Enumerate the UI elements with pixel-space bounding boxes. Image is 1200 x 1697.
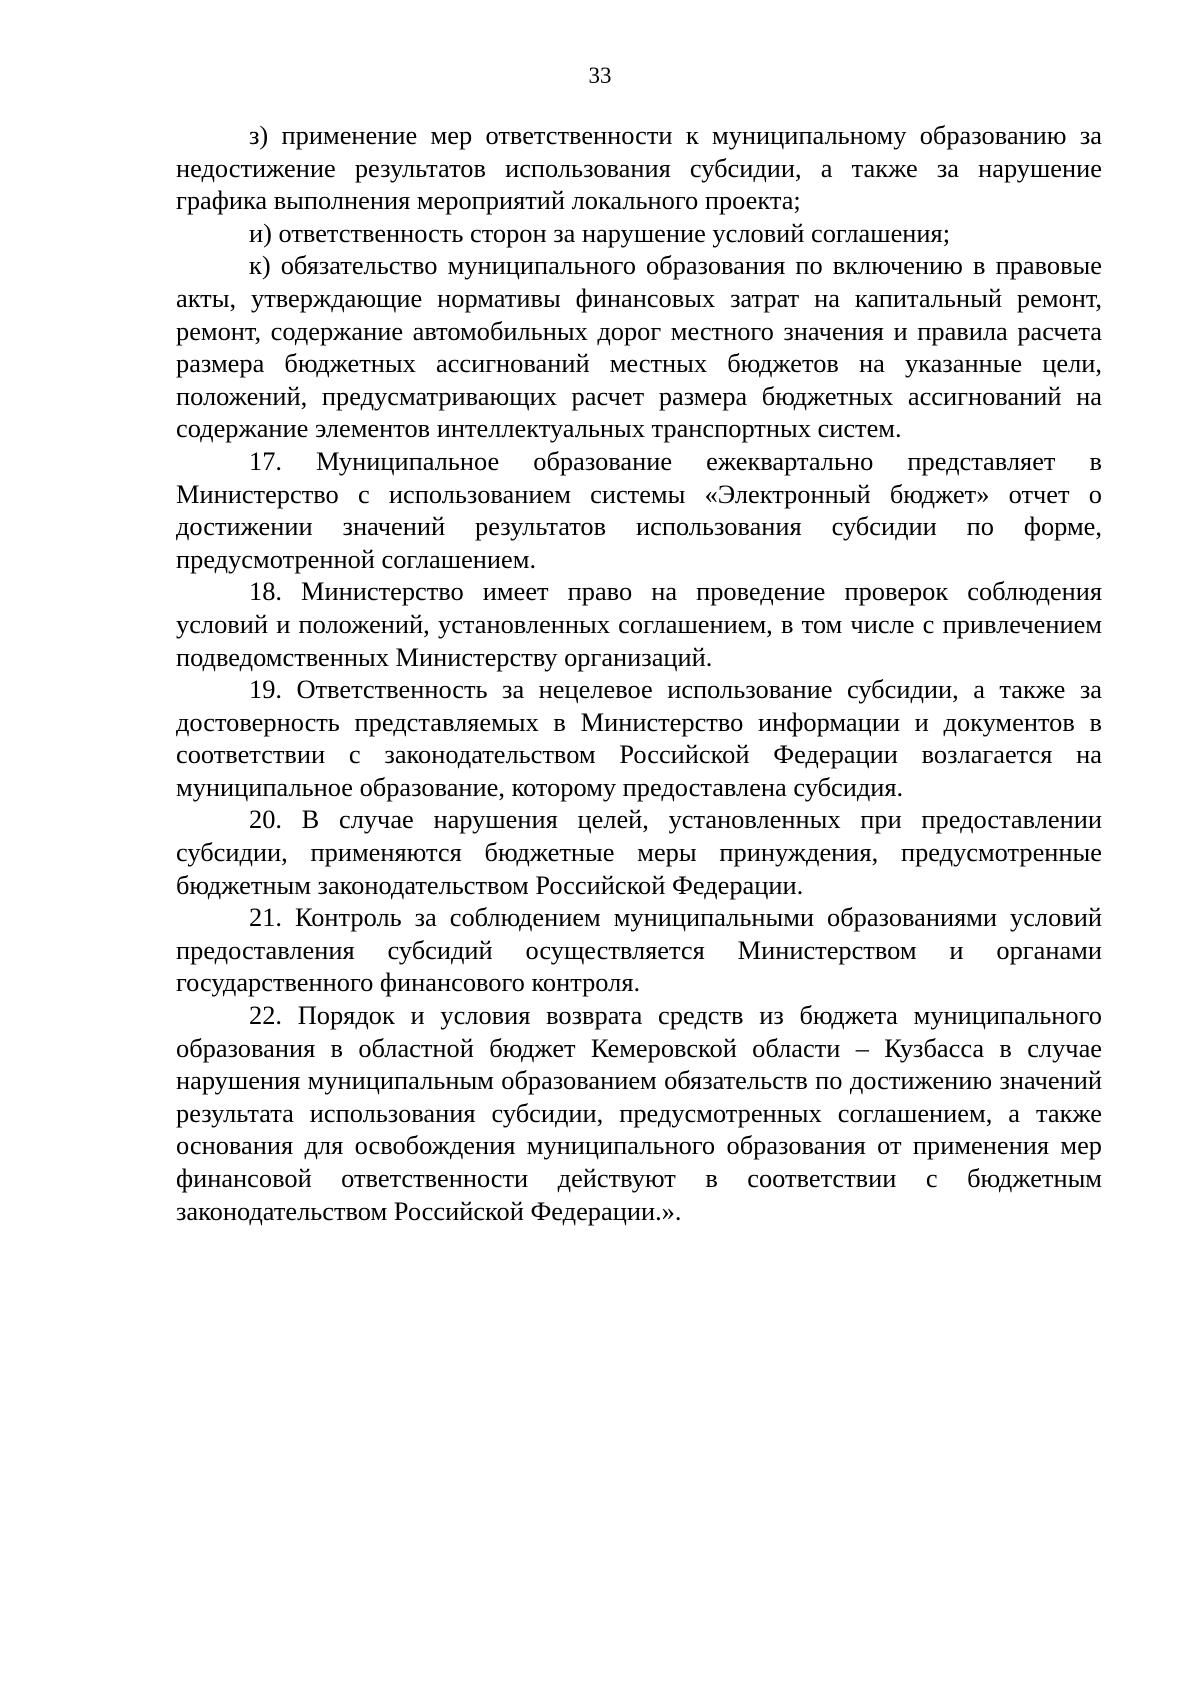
paragraph-18-inspections: 18. Министерство имеет право на проведение проверок соблюдения условий и положений, установленных соглашением, в том числе с привлечением подведомственных Министерству организаций. [176,576,1102,672]
paragraph-20-violation-measures: 20. В случае нарушения целей, установленных при предоставлении субсидии, применяются бюджетные меры принуждения, предусмотренные бюджетным законодательством Российской Федерации. [176,804,1102,900]
document-body [176,119,1102,1227]
paragraph-21-control: 21. Контроль за соблюдением муниципальными образованиями условий предоставления субсидий осуществляется Министерством и органами государственного финансового контроля. [176,902,1102,998]
page-number: 33 [588,63,612,88]
paragraph-i-parties-responsibility: и) ответственность сторон за нарушение условий соглашения; [249,217,951,248]
paragraph-17-quarterly-report: 17. Муниципальное образование ежеквартально представляет в Министерство с использованием системы «Электронный бюджет» отчет о достижении значений результатов использования субсидии по форме, предусмотренной соглашением. [176,445,1102,574]
paragraph-z-liability-measures: з) применение мер ответственности к муниципальному образованию за недостижение результатов использования субсидии, а также за нарушение графика выполнения мероприятий локального проекта; [176,120,1102,216]
paragraph-22-refund-procedure: 22. Порядок и условия возврата средств из бюджета муниципального образования в областной бюджет Кемеровской области – Кузбасса в случае нарушения муниципальным образованием обязательств по достижению значений результата использования субсидии, предусмотренных соглашением, а также основания для освобождения муниципального образования от применения мер финансовой ответственности действуют в соответствии с бюджетным законодательством Российской Федерации.». [176,1000,1102,1226]
paragraph-19-responsibility: 19. Ответственность за нецелевое использование субсидии, а также за достоверность представляемых в Министерство информации и документов в соответствии с законодательством Российской Федерации возлагается на муниципальное образование, которому предоставлена субсидия. [176,674,1102,802]
paragraph-k-municipal-obligation: к) обязательство муниципального образования по включению в правовые акты, утверждающие нормативы финансовых затрат на капитальный ремонт, ремонт, содержание автомобильных дорог местного значения и правила расчета размера бюджетных ассигнований местных бюджетов на указанные цели, положений, предусматривающих расчет размера бюджетных ассигнований на содержание элементов интеллектуальных транспортных систем. [176,250,1102,444]
